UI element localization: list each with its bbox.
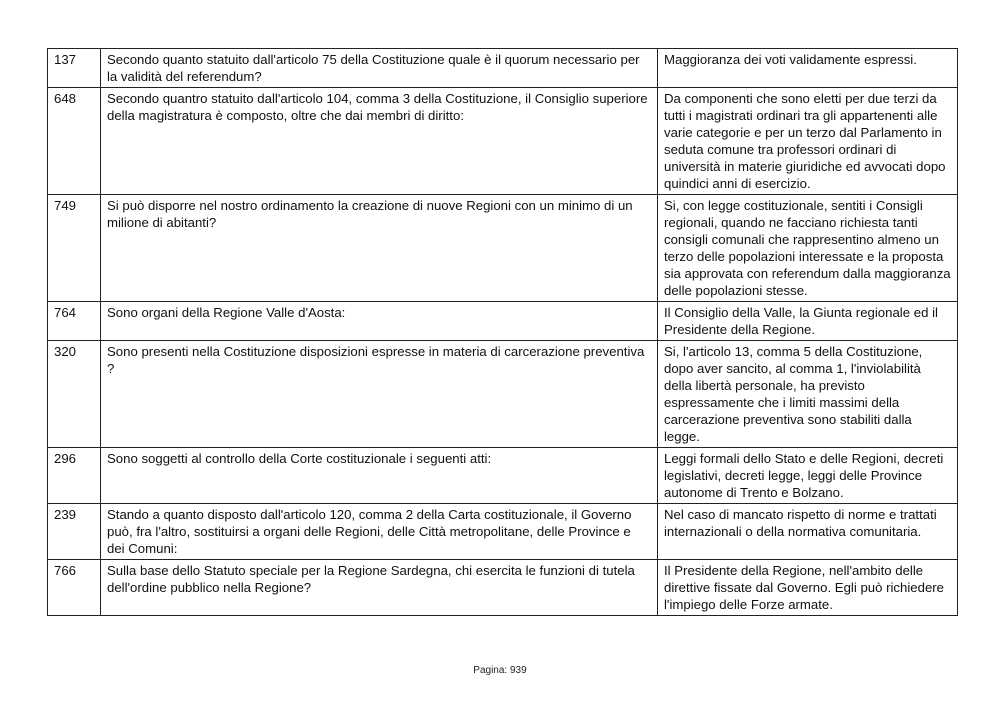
answer-text: Si, con legge costituzionale, sentiti i Consigli regionali, quando ne facciano richiesta tanti consigli comunali che rappresentino almeno un terzo delle popolazioni interessate e la proposta sia approvata con referendum dalla maggioranza delle popolazioni stesse. bbox=[658, 195, 958, 302]
question-text: Si può disporre nel nostro ordinamento la creazione di nuove Regioni con un minimo di un milione di abitanti? bbox=[101, 195, 658, 302]
question-text: Sono soggetti al controllo della Corte costituzionale i seguenti atti: bbox=[101, 448, 658, 504]
answer-text: Maggioranza dei voti validamente espressi. bbox=[658, 49, 958, 88]
answer-text: Si, l'articolo 13, comma 5 della Costituzione, dopo aver sancito, al comma 1, l'inviolabilità della libertà personale, ha previsto espressamente che i limiti massimi della carcerazione preventiva sono stabiliti dalla legge. bbox=[658, 341, 958, 448]
answer-text: Leggi formali dello Stato e delle Regioni, decreti legislativi, decreti legge, leggi delle Province autonome di Trento e Bolzano. bbox=[658, 448, 958, 504]
question-id: 320 bbox=[48, 341, 101, 448]
question-text: Sono presenti nella Costituzione disposizioni espresse in materia di carcerazione preventiva ? bbox=[101, 341, 658, 448]
table-row bbox=[48, 195, 958, 302]
question-id: 239 bbox=[48, 504, 101, 560]
question-id: 648 bbox=[48, 88, 101, 195]
answer-text: Da componenti che sono eletti per due terzi da tutti i magistrati ordinari tra gli appartenenti alle varie categorie e per un terzo dal Parlamento in seduta comune tra professori ordinari di università in materie giuridiche ed avvocati dopo quindici anni di esercizio. bbox=[658, 88, 958, 195]
table-row bbox=[48, 302, 958, 341]
question-answer-table bbox=[47, 48, 958, 616]
answer-text: Il Presidente della Regione, nell'ambito delle direttive fissate dal Governo. Egli può richiedere l'impiego delle Forze armate. bbox=[658, 560, 958, 616]
question-text: Secondo quantro statuito dall'articolo 104, comma 3 della Costituzione, il Consiglio superiore della magistratura è composto, oltre che dai membri di diritto: bbox=[101, 88, 658, 195]
table-row bbox=[48, 448, 958, 504]
page-number: Pagina: 939 bbox=[473, 665, 527, 676]
table-row bbox=[48, 88, 958, 195]
question-text: Sulla base dello Statuto speciale per la Regione Sardegna, chi esercita le funzioni di tutela dell'ordine pubblico nella Regione? bbox=[101, 560, 658, 616]
answer-text: Nel caso di mancato rispetto di norme e trattati internazionali o della normativa comunitaria. bbox=[658, 504, 958, 560]
question-text: Secondo quanto statuito dall'articolo 75 della Costituzione quale è il quorum necessario per la validità del referendum? bbox=[101, 49, 658, 88]
table-row bbox=[48, 560, 958, 616]
question-id: 764 bbox=[48, 302, 101, 341]
question-id: 296 bbox=[48, 448, 101, 504]
table-row bbox=[48, 341, 958, 448]
answer-text: Il Consiglio della Valle, la Giunta regionale ed il Presidente della Regione. bbox=[658, 302, 958, 341]
question-text: Sono organi della Regione Valle d'Aosta: bbox=[101, 302, 658, 341]
question-id: 137 bbox=[48, 49, 101, 88]
question-id: 749 bbox=[48, 195, 101, 302]
question-text: Stando a quanto disposto dall'articolo 120, comma 2 della Carta costituzionale, il Governo può, fra l'altro, sostituirsi a organi delle Regioni, delle Città metropolitane, delle Province e dei Comuni: bbox=[101, 504, 658, 560]
table-row bbox=[48, 49, 958, 88]
question-id: 766 bbox=[48, 560, 101, 616]
table-row bbox=[48, 504, 958, 560]
